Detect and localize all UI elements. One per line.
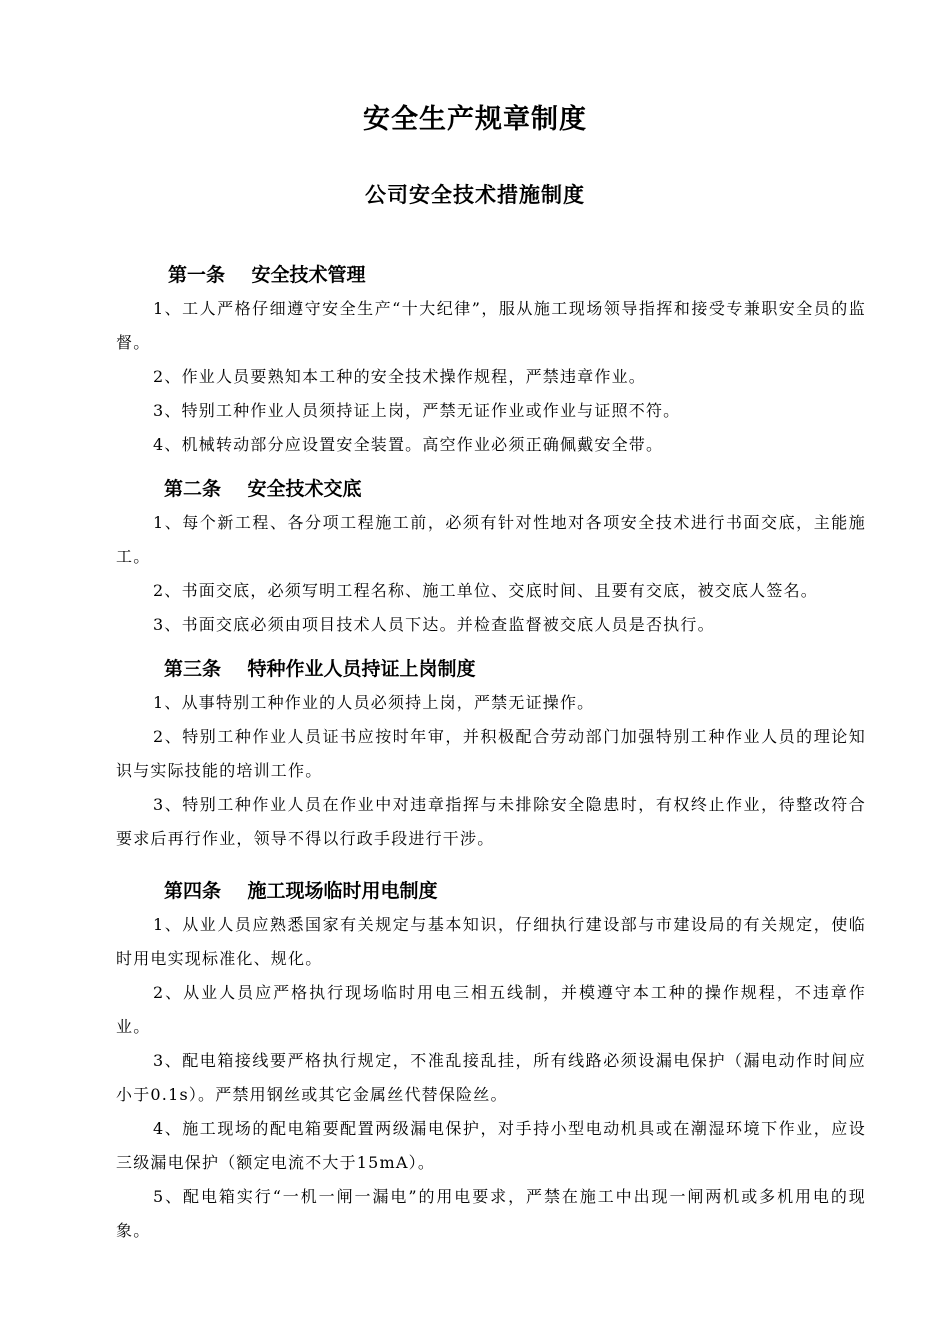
spacer bbox=[116, 462, 866, 472]
spacer bbox=[116, 642, 866, 652]
article-item: 2、从业人员应严格执行现场临时用电三相五线制，并模遵守本工种的操作规程，不违章作业。 bbox=[116, 983, 866, 1036]
article-item: 1、每个新工程、各分项工程施工前，必须有针对性地对各项安全技术进行书面交底，主能施工。 bbox=[116, 513, 866, 566]
article-item: 1、从事特别工种作业的人员必须持上岗，严禁无证操作。 bbox=[153, 693, 595, 712]
article-item: 5、配电箱实行“一机一闸一漏电”的用电要求，严禁在施工中出现一闸两机或多机用电的现象。 bbox=[116, 1187, 866, 1240]
article-item: 2、特别工种作业人员证书应按时年审，并积极配合劳动部门加强特别工种作业人员的理论知识与实际技能的培训工作。 bbox=[116, 727, 866, 780]
article-1 bbox=[116, 258, 866, 462]
article-item: 2、书面交底，必须写明工程名称、施工单位、交底时间、且要有交底，被交底人签名。 bbox=[153, 581, 818, 600]
article-4 bbox=[116, 874, 866, 1248]
document-body bbox=[116, 258, 866, 1248]
article-item: 2、作业人员要熟知本工种的安全技术操作规程，严禁违章作业。 bbox=[153, 367, 646, 386]
article-3 bbox=[116, 652, 866, 856]
article-item: 3、特别工种作业人员在作业中对违章指挥与未排除安全隐患时，有权终止作业，待整改符合要求后再行作业，领导不得以行政手段进行干涉。 bbox=[116, 795, 866, 848]
spacer bbox=[116, 856, 866, 874]
article-item: 4、机械转动部分应设置安全装置。高空作业必须正确佩戴安全带。 bbox=[153, 435, 664, 454]
article-heading: 第二条 安全技术交底 bbox=[164, 478, 362, 500]
article-heading: 第一条 安全技术管理 bbox=[168, 264, 366, 286]
article-item: 1、工人严格仔细遵守安全生产“十大纪律”，服从施工现场领导指挥和接受专兼职安全员的监督。 bbox=[116, 299, 866, 352]
article-heading: 第三条 特种作业人员持证上岗制度 bbox=[164, 658, 476, 680]
article-item: 3、书面交底必须由项目技术人员下达。并检查监督被交底人员是否执行。 bbox=[153, 615, 715, 634]
article-item: 3、配电箱接线要严格执行规定，不准乱接乱挂，所有线路必须设漏电保护（漏电动作时间应小于0.1s）。严禁用钢丝或其它金属丝代替保险丝。 bbox=[116, 1051, 866, 1104]
document-subtitle: 公司安全技术措施制度 bbox=[365, 183, 585, 207]
article-heading: 第四条 施工现场临时用电制度 bbox=[164, 880, 438, 902]
article-item: 1、从业人员应熟悉国家有关规定与基本知识，仔细执行建设部与市建设局的有关规定，使临时用电实现标准化、规化。 bbox=[116, 915, 866, 968]
article-2 bbox=[116, 472, 866, 642]
article-item: 3、特别工种作业人员须持证上岗，严禁无证作业或作业与证照不符。 bbox=[153, 401, 681, 420]
article-item: 4、施工现场的配电箱要配置两级漏电保护，对手持小型电动机具或在潮湿环境下作业，应设三级漏电保护（额定电流不大于15mA）。 bbox=[116, 1119, 866, 1172]
document-title: 安全生产规章制度 bbox=[363, 104, 587, 135]
